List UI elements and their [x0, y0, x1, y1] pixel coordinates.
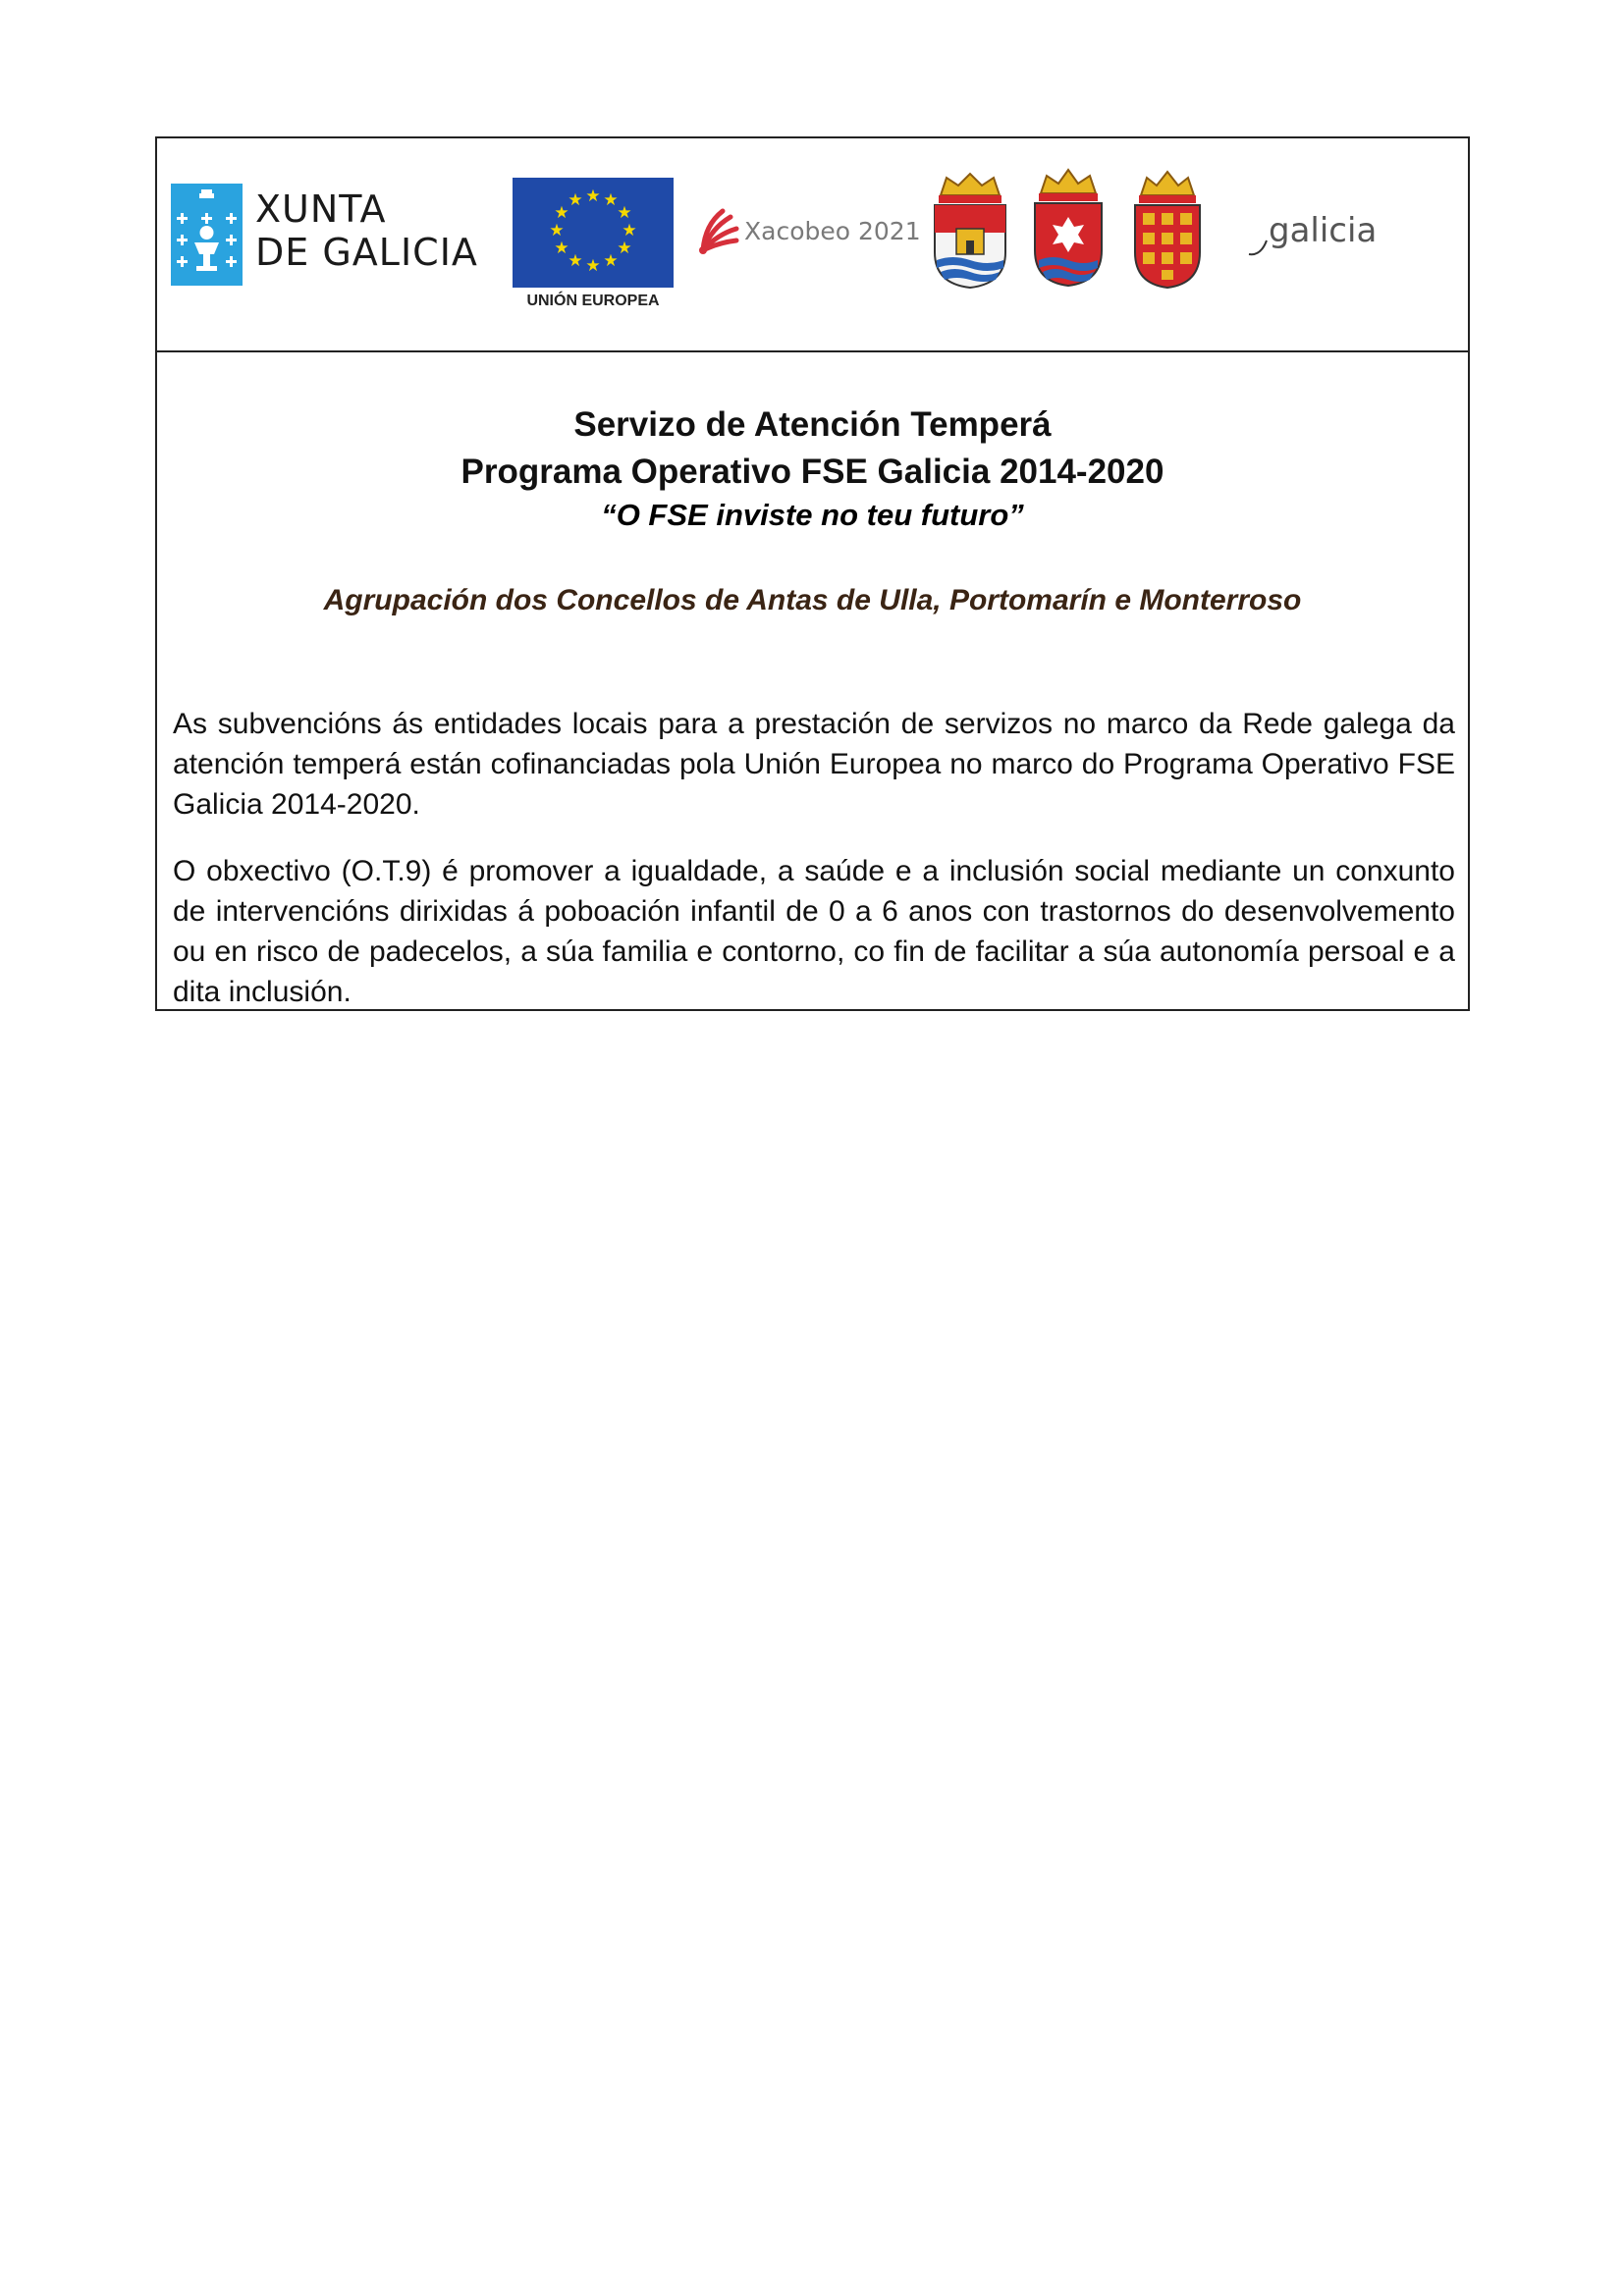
xacobeo-text: Xacobeo 2021: [744, 217, 921, 245]
xunta-line2: DE GALICIA: [255, 231, 478, 274]
paragraph-1: As subvencións ás entidades locais para a prestación de servizos no marco da Rede galega da atención temperá están cofinanciadas pola Unión Europea no marco do Programa Operativo FSE Galicia 2014-2020.: [173, 708, 1455, 821]
svg-text:★: ★: [549, 221, 565, 240]
paragraph-2: O obxectivo (O.T.9) é promover a igualdade, a saúde e a inclusión social mediante un conxunto de intervencións dirixidas á poboación infantil de 0 a 6 anos con trastornos do desenvolvemento ou en risco de padecelos, a súa familia e contorno, co fin de facilitar a súa autonomía persoal e a dita inclusión.: [173, 855, 1455, 1008]
group-heading: Agrupación dos Concellos de Antas de Ulla, Portomarín e Monterroso: [323, 584, 1302, 616]
galicia-text: galicia: [1269, 211, 1378, 250]
svg-text:★: ★: [568, 251, 583, 271]
crest-antas-icon: [927, 170, 1013, 292]
xunta-shield-icon: [171, 184, 243, 286]
svg-text:★: ★: [603, 190, 619, 210]
crest-portomarin-icon: [1029, 166, 1108, 288]
svg-text:★: ★: [622, 221, 637, 240]
eu-flag-icon: [513, 178, 674, 288]
eu-caption: UNIÓN EUROPEA: [526, 293, 660, 309]
scallop-shell-icon: [697, 205, 740, 256]
svg-text:★: ★: [554, 203, 569, 223]
document-frame: [155, 136, 1470, 1011]
svg-text:★: ★: [617, 203, 632, 223]
logo-header: [157, 138, 1468, 352]
svg-text:★: ★: [585, 256, 601, 276]
svg-text:★: ★: [554, 239, 569, 258]
motto: “O FSE inviste no teu futuro”: [601, 498, 1024, 532]
eu-logo: [513, 178, 674, 315]
title-line1: Servizo de Atención Temperá: [573, 405, 1052, 444]
xunta-line1: XUNTA: [255, 187, 387, 231]
svg-text:★: ★: [568, 190, 583, 210]
svg-text:★: ★: [585, 187, 601, 206]
crest-monterroso-icon: [1129, 170, 1206, 292]
svg-text:★: ★: [617, 239, 632, 258]
galicia-logo: [1247, 207, 1394, 266]
svg-text:★: ★: [603, 251, 619, 271]
title-line2: Programa Operativo FSE Galicia 2014-2020: [460, 453, 1164, 491]
xacobeo-logo: [697, 205, 921, 264]
xunta-logo: [171, 184, 485, 290]
